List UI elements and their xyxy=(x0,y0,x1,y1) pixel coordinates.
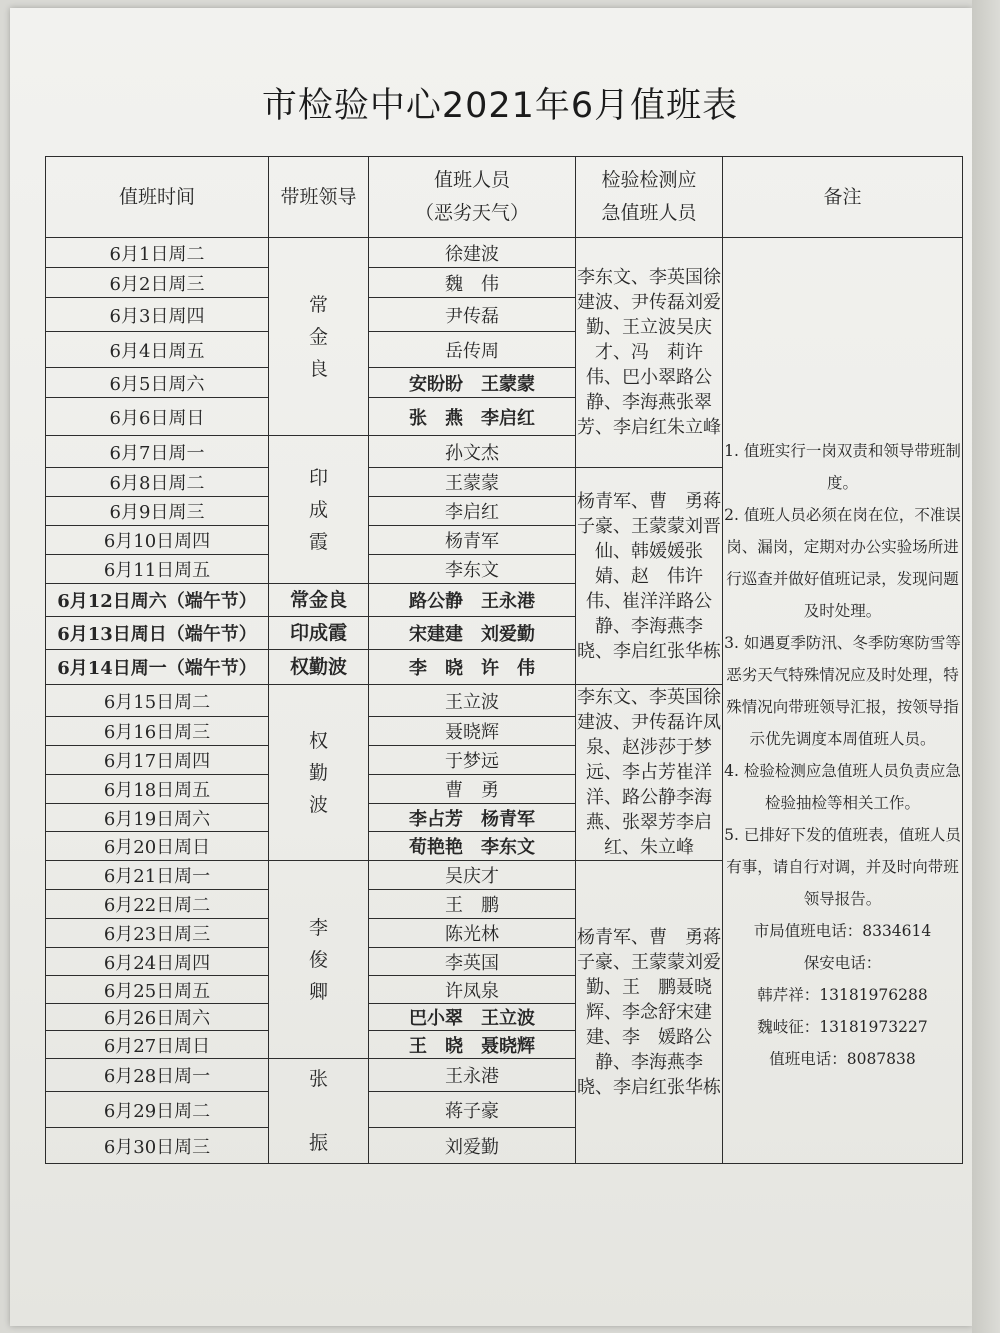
date-cell: 6月30日周三 xyxy=(46,1128,269,1164)
staff-cell: 张 燕 李启红 xyxy=(369,398,576,436)
header-row xyxy=(46,157,963,238)
phone-duty: 值班电话：8087838 xyxy=(769,1049,916,1068)
date-cell: 6月13日周日（端午节） xyxy=(46,617,269,650)
page-title: 市检验中心2021年6月值班表 xyxy=(261,86,739,126)
header-emergency-line1: 检验检测应 xyxy=(601,169,697,191)
leader-cell xyxy=(269,1059,369,1164)
date-cell: 6月9日周三 xyxy=(46,497,269,526)
staff-cell: 安盼盼 王蒙蒙 xyxy=(369,368,576,398)
leader-cell xyxy=(269,238,369,436)
date-cell: 6月28日周一 xyxy=(46,1059,269,1092)
date-cell: 6月17日周四 xyxy=(46,746,269,775)
date-cell: 6月6日周日 xyxy=(46,398,269,436)
staff-cell: 尹传磊 xyxy=(369,298,576,332)
staff-cell: 李东文 xyxy=(369,555,576,584)
note-2: 2. 值班人员必须在岗在位，不准误岗、漏岗，定期对办公实验场所进行巡查并做好值班记录，发现问题及时处理。 xyxy=(724,505,961,620)
staff-cell: 李占芳 杨青军 xyxy=(369,804,576,832)
table-row xyxy=(46,238,963,268)
staff-cell: 王永港 xyxy=(369,1059,576,1092)
date-cell: 6月2日周三 xyxy=(46,268,269,298)
staff-cell: 曹 勇 xyxy=(369,775,576,804)
date-cell: 6月23日周三 xyxy=(46,919,269,948)
leader-name-part1: 张 xyxy=(308,1068,328,1090)
phone-wei: 魏岐征：13181973227 xyxy=(757,1017,928,1036)
leader-cell xyxy=(269,861,369,1059)
staff-cell: 巴小翠 王立波 xyxy=(369,1004,576,1031)
date-cell: 6月1日周二 xyxy=(46,238,269,268)
leader-cell xyxy=(269,436,369,584)
date-cell: 6月21日周一 xyxy=(46,861,269,890)
header-leader: 带班领导 xyxy=(269,157,369,238)
date-cell: 6月7日周一 xyxy=(46,436,269,468)
date-cell: 6月14日周一（端午节） xyxy=(46,650,269,685)
note-1: 1. 值班实行一岗双责和领导带班制度。 xyxy=(724,441,961,492)
staff-cell: 吴庆才 xyxy=(369,861,576,890)
date-cell: 6月12日周六（端午节） xyxy=(46,584,269,617)
leader-name: 印成霞 xyxy=(308,466,328,553)
date-cell: 6月20日周日 xyxy=(46,832,269,861)
phone-han: 韩芹祥：13181976288 xyxy=(757,985,928,1004)
staff-cell: 许凤泉 xyxy=(369,976,576,1004)
date-cell: 6月5日周六 xyxy=(46,368,269,398)
staff-cell: 于梦远 xyxy=(369,746,576,775)
staff-cell: 聂晓辉 xyxy=(369,717,576,746)
header-emergency-line2: 急值班人员 xyxy=(601,202,697,224)
header-emergency xyxy=(576,157,723,238)
staff-cell: 陈光林 xyxy=(369,919,576,948)
staff-cell: 王立波 xyxy=(369,685,576,717)
staff-cell: 李 晓 许 伟 xyxy=(369,650,576,685)
paper-edge-shadow xyxy=(972,0,1000,1333)
leader-cell: 权勤波 xyxy=(269,650,369,685)
header-date: 值班时间 xyxy=(46,157,269,238)
notes-cell xyxy=(723,238,963,1164)
note-5: 5. 已排好下发的值班表，值班人员有事，请自行对调，并及时向带班领导报告。 xyxy=(724,825,961,908)
note-3: 3. 如遇夏季防汛、冬季防寒防雪等恶劣天气特殊情况应及时处理，特殊情况向带班领导汇报，按领导指示优先调度本周值班人员。 xyxy=(724,633,961,748)
header-staff-line1: 值班人员 xyxy=(433,169,510,191)
duty-schedule-table xyxy=(45,156,963,1164)
phone-security-label: 保安电话： xyxy=(803,953,882,972)
phone-duty-bureau: 市局值班电话：8334614 xyxy=(753,921,932,940)
date-cell: 6月11日周五 xyxy=(46,555,269,584)
date-cell: 6月26日周六 xyxy=(46,1004,269,1031)
leader-cell xyxy=(269,685,369,861)
emergency-cell: 李东文、李英国徐建波、尹传磊刘爱勤、王立波吴庆才、冯 莉许 伟、巴小翠路公静、李海燕张翠芳、李启红朱立峰 xyxy=(576,238,723,468)
leader-name-part2: 振 xyxy=(308,1132,328,1154)
date-cell: 6月4日周五 xyxy=(46,332,269,368)
staff-cell: 王 晓 聂晓辉 xyxy=(369,1031,576,1059)
header-notes: 备注 xyxy=(723,157,963,238)
date-cell: 6月3日周四 xyxy=(46,298,269,332)
emergency-cell: 李东文、李英国徐建波、尹传磊许凤泉、赵涉莎于梦远、李占芳崔洋洋、路公静李海燕、张翠芳李启红、朱立峰 xyxy=(576,685,723,861)
date-cell: 6月8日周二 xyxy=(46,468,269,497)
staff-cell: 孙文杰 xyxy=(369,436,576,468)
staff-cell: 杨青军 xyxy=(369,526,576,555)
date-cell: 6月29日周二 xyxy=(46,1092,269,1128)
leader-name: 常金良 xyxy=(308,293,328,380)
staff-cell: 路公静 王永港 xyxy=(369,584,576,617)
staff-cell: 王蒙蒙 xyxy=(369,468,576,497)
leader-name: 李俊卿 xyxy=(308,916,328,1003)
emergency-cell: 杨青军、曹 勇蒋子豪、王蒙蒙刘爱勤、王 鹏聂晓辉、李念舒宋建建、李 媛路公静、李海燕李 晓、李启红张华栋 xyxy=(576,861,723,1164)
emergency-cell: 杨青军、曹 勇蒋子豪、王蒙蒙刘晋仙、韩媛媛张 婧、赵 伟许 伟、崔洋洋路公静、李海燕李 晓、李启红张华栋 xyxy=(576,468,723,685)
date-cell: 6月15日周二 xyxy=(46,685,269,717)
date-cell: 6月10日周四 xyxy=(46,526,269,555)
date-cell: 6月19日周六 xyxy=(46,804,269,832)
date-cell: 6月16日周三 xyxy=(46,717,269,746)
staff-cell: 宋建建 刘爱勤 xyxy=(369,617,576,650)
leader-name: 权勤波 xyxy=(308,729,328,816)
date-cell: 6月18日周五 xyxy=(46,775,269,804)
staff-cell: 徐建波 xyxy=(369,238,576,268)
header-staff-line2: （恶劣天气） xyxy=(414,202,529,224)
staff-cell: 李启红 xyxy=(369,497,576,526)
note-4: 4. 检验检测应急值班人员负责应急检验抽检等相关工作。 xyxy=(724,761,961,812)
date-cell: 6月25日周五 xyxy=(46,976,269,1004)
date-cell: 6月27日周日 xyxy=(46,1031,269,1059)
date-cell: 6月22日周二 xyxy=(46,890,269,919)
header-staff xyxy=(369,157,576,238)
staff-cell: 王 鹏 xyxy=(369,890,576,919)
staff-cell: 岳传周 xyxy=(369,332,576,368)
staff-cell: 魏 伟 xyxy=(369,268,576,298)
staff-cell: 荀艳艳 李东文 xyxy=(369,832,576,861)
staff-cell: 刘爱勤 xyxy=(369,1128,576,1164)
staff-cell: 李英国 xyxy=(369,948,576,976)
leader-cell: 印成霞 xyxy=(269,617,369,650)
date-cell: 6月24日周四 xyxy=(46,948,269,976)
staff-cell: 蒋子豪 xyxy=(369,1092,576,1128)
leader-cell: 常金良 xyxy=(269,584,369,617)
